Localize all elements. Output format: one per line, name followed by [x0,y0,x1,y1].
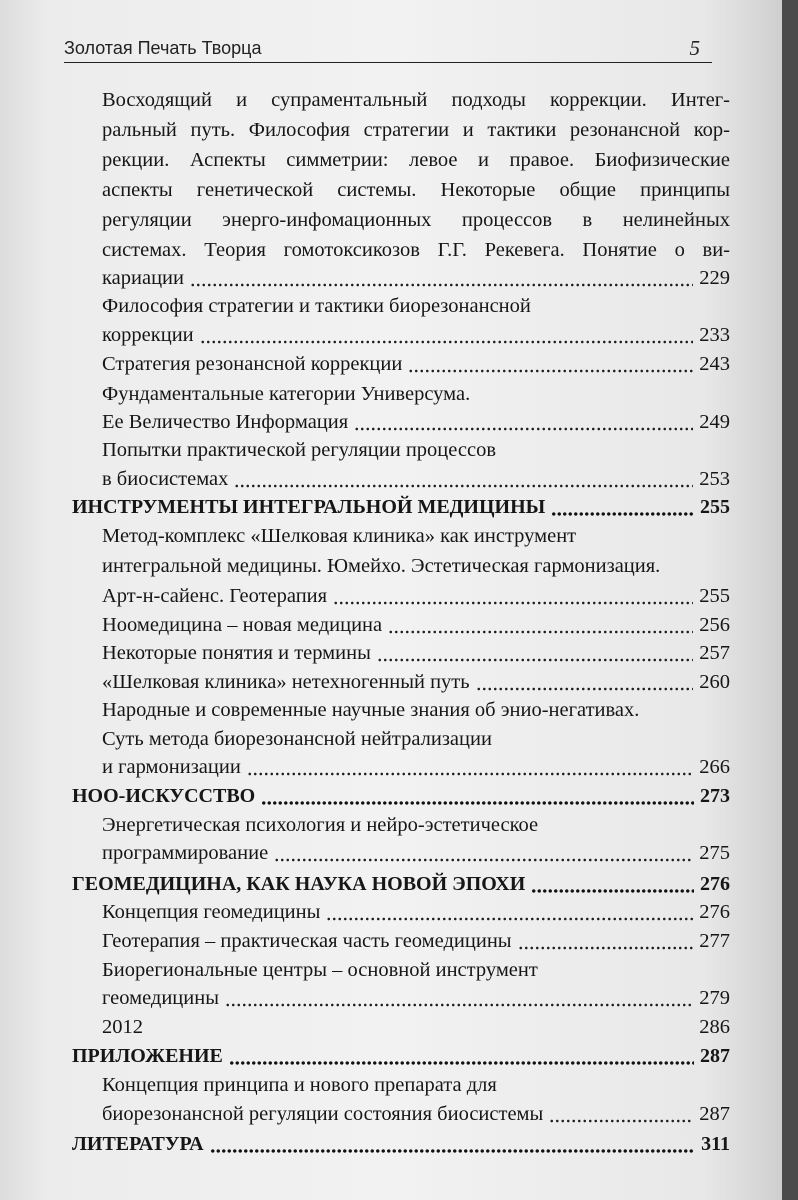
toc-page-number: 233 [699,324,730,346]
toc-entry[interactable] [102,1099,730,1129]
dot-leader [225,1003,693,1007]
toc-page-number: 287 [700,1045,730,1067]
toc-section-title: ПРИЛОЖЕНИЕ [72,1045,223,1067]
toc-entry[interactable] [102,263,730,293]
toc-section-title: ЛИТЕРАТУРА [72,1133,204,1155]
dot-leader [229,1061,694,1065]
page-number: 5 [689,36,700,60]
dot-leader [247,772,693,776]
toc-entry-title: Геотерапия – практическая часть геомедицины [102,930,512,952]
dot-leader [210,1149,695,1153]
toc-entry[interactable] [102,464,730,494]
toc-entry-line: Концепция принципа и нового препарата для [102,1074,497,1096]
toc-entry[interactable] [102,610,730,640]
toc-page-number: 286 [699,1016,730,1038]
toc-entry-line: Энергетическая психология и нейро-эстетическое [102,814,539,836]
toc-entry-line: Фундаментальные категории Универсума. [102,383,471,405]
toc-page-number: 249 [699,411,730,433]
toc-page-number: 255 [699,585,730,607]
toc-page-number: 255 [700,496,730,518]
toc-entry-title: в биосистемах [102,468,229,490]
dot-leader [261,801,694,805]
toc-entry-line: аспекты генетической системы. Некоторые общие принципы [102,179,730,201]
toc-page-number: 257 [699,642,730,664]
toc-entry-title: и гармонизации [102,756,241,778]
dot-leader [200,340,694,344]
toc-entry[interactable] [102,983,730,1013]
toc-entry-title: «Шелковая клиника» нетехногенный путь [102,671,470,693]
toc-page-number: 276 [700,873,730,895]
toc-entry[interactable] [102,407,730,437]
toc-entry-title: 2012 [102,1016,143,1038]
dot-leader [333,601,693,605]
dot-leader [190,283,693,287]
toc-entry-line: Народные и современные научные знания об энио-негативах. [102,699,640,721]
toc-entry-line: рекции. Аспекты симметрии: левое и правое. Биофизические [102,149,730,171]
toc-entry[interactable] [102,1012,730,1042]
dot-leader [234,484,693,488]
toc-page-number: 266 [699,756,730,778]
toc-page-number: 287 [699,1103,730,1125]
dot-leader [408,369,693,373]
toc-page-number: 311 [701,1133,730,1155]
toc-entry[interactable] [102,667,730,697]
toc-entry-title: Ее Величество Информация [102,411,349,433]
toc-entry-title: Стратегия резонансной коррекции [102,353,403,375]
toc-section[interactable] [72,1129,730,1159]
dot-leader [531,889,694,893]
toc-entry[interactable] [102,897,730,927]
toc-entry[interactable] [102,752,730,782]
toc-entry-title: кариации [102,267,184,289]
toc-section-title: ИНСТРУМЕНТЫ ИНТЕГРАЛЬНОЙ МЕДИЦИНЫ [72,496,546,518]
dot-leader [326,917,693,921]
toc-section[interactable] [72,492,730,522]
toc-entry-title: Некоторые понятия и термины [102,642,371,664]
toc-page-number: 229 [699,267,730,289]
dot-leader [476,687,694,691]
dot-leader [274,858,693,862]
running-title: Золотая Печать Творца [64,38,262,58]
toc-entry-title: программирование [102,842,269,864]
toc-entry-line: регуляции энерго-инфомационных процессов в нелинейных [102,209,730,231]
toc-entry-line: Биорегиональные центры – основной инструмент [102,959,538,981]
toc-page-number: 256 [699,614,730,636]
toc-section[interactable] [72,869,730,899]
toc-entry[interactable] [102,320,730,350]
dot-leader [549,1119,693,1123]
toc-entry-line: Попытки практической регуляции процессов [102,439,497,461]
toc-page-number: 243 [699,353,730,375]
toc-entry-title: Концепция геомедицины [102,901,321,923]
toc-page-number: 260 [699,671,730,693]
toc-page-number: 276 [699,901,730,923]
toc-entry-title: Ноомедицина – новая медицина [102,614,383,636]
toc-page-number: 279 [699,987,730,1009]
toc-section-title: ГЕОМЕДИЦИНА, КАК НАУКА НОВОЙ ЭПОХИ [72,873,526,895]
toc-page-number: 273 [700,785,730,807]
toc-entry-line: интегральной медицины. Юмейхо. Эстетическая гармонизация. [102,555,661,577]
toc-entry-line: Философия стратегии и тактики биорезонансной [102,295,531,317]
dot-leader [388,630,693,634]
toc-section-title: НОО-ИСКУССТВО [72,785,256,807]
toc-entry-title: коррекции [102,324,194,346]
toc-entry[interactable] [102,581,730,611]
dot-leader [354,427,693,431]
dot-leader [518,946,694,950]
toc-entry[interactable] [102,638,730,668]
toc-page-number: 253 [699,468,730,490]
toc-entry-line: ральный путь. Философия стратегии и тактики резонансной кор- [102,119,730,141]
toc-section[interactable] [72,1041,730,1071]
dot-leader [551,512,694,516]
toc-entry-line: Метод-комплекс «Шелковая клиника» как инструмент [102,525,577,547]
toc-entry-title: биорезонансной регуляции состояния биосистемы [102,1103,544,1125]
toc-entry-title: геомедицины [102,987,219,1009]
toc-entry[interactable] [102,926,730,956]
toc-entry-title: Арт-н-сайенс. Геотерапия [102,585,328,607]
toc-entry[interactable] [102,349,730,379]
toc-entry-line: Суть метода биорезонансной нейтрализации [102,728,492,750]
toc-section[interactable] [72,781,730,811]
dot-leader [377,658,693,662]
toc-page-number: 275 [699,842,730,864]
toc-entry[interactable] [102,838,730,868]
toc-entry-line: Восходящий и супраментальный подходы коррекции. Интег- [102,89,730,111]
toc-page-number: 277 [699,930,730,952]
toc-entry-line: системах. Теория гомотоксикозов Г.Г. Рекевега. Понятие о ви- [102,239,730,261]
